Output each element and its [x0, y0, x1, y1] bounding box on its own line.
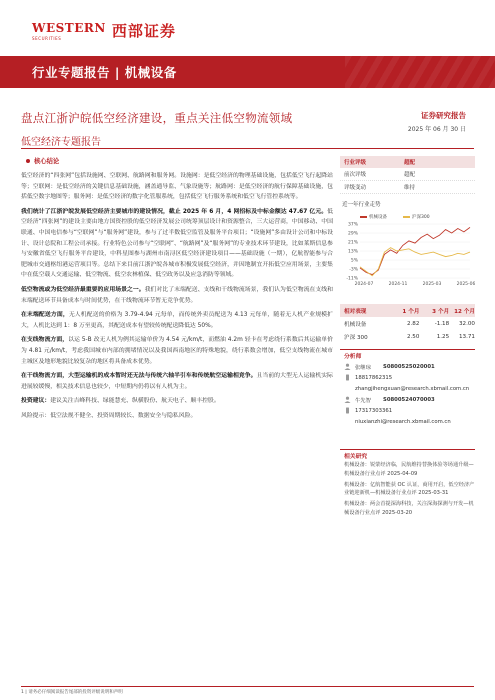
- related-report-link[interactable]: 机械设备：锐蒙经济临，民航维持替换体验等场通升级—机械设备行业点评 2025-04-09: [344, 462, 474, 477]
- paragraph-lead: 在支线物流方面，: [21, 337, 69, 344]
- body-paragraph: [21, 171, 333, 203]
- body-paragraph: [21, 411, 333, 422]
- body-paragraph: [21, 371, 333, 392]
- legend-label: 沪深300: [412, 215, 430, 220]
- paragraph-lead: 投资建议：: [21, 398, 51, 405]
- y-tick-label: 29%: [347, 231, 358, 237]
- legend-item: [403, 214, 430, 220]
- analyst-email-line: [340, 416, 475, 427]
- paragraph-text: 以运 5-B 改无人机为例其运输单价为 4.54 元/km/t，而燃油 4.2m 轻卡在考虑绕行系数后其运输单价为 4.81 元/km/t，考虑我国城市内部的拥堵情况以及我国西南地区的特殊地貌，绕行系数会增加，低空支线物流在城市主城区及地形地貌比较复杂的地区将具备成本优势。: [21, 337, 334, 365]
- perf-1m: 2.50: [406, 333, 420, 340]
- analysts-header: 分析师: [340, 349, 475, 361]
- x-tick-label: 2025-03: [422, 282, 442, 287]
- body-paragraph: [21, 285, 333, 306]
- sidebar: [340, 156, 475, 520]
- rating-value: 超配: [404, 160, 416, 166]
- analyst-name: 张继琼: [355, 364, 371, 371]
- report-subtitle: 低空经济专题报告: [21, 137, 101, 148]
- perf-12m: 32.00: [458, 320, 475, 327]
- rating-header: [340, 156, 475, 168]
- analyst-email-line: [340, 383, 475, 394]
- y-tick-label: 13%: [347, 249, 358, 255]
- y-tick-label: -11%: [346, 276, 358, 282]
- body-column: [21, 171, 333, 425]
- y-tick-label: 37%: [347, 222, 358, 228]
- banner-decoration: [345, 56, 495, 88]
- analyst-cert: S0800524070003: [383, 396, 435, 403]
- related-header: 相关研究: [340, 449, 475, 461]
- analyst-phone-line: [340, 405, 475, 416]
- rating-label: 行业评级: [344, 160, 367, 166]
- body-paragraph: [21, 396, 333, 407]
- legend-swatch: [360, 216, 367, 218]
- perf-col-header: 3 个月: [432, 308, 450, 315]
- rating-row-label: 评级变动: [344, 185, 367, 191]
- analyst-name: 牛先智: [355, 397, 371, 404]
- rating-row-value: 超配: [404, 172, 416, 178]
- y-tick-label: 5%: [350, 258, 358, 264]
- report-title: 盘点江浙沪皖低空经济建设，重点关注低空物流领域: [21, 111, 293, 125]
- logo-en: WESTERN: [32, 20, 106, 35]
- paragraph-text: 建议关注吉峰科技、绿能慧充、纵横股份、航天电子、顺丰控股。: [50, 398, 220, 405]
- body-paragraph: [21, 335, 333, 367]
- related-report-link[interactable]: 机械设备：两会首提深海科技，关注深海探测与开发—机械设备行业点评 2025-03-20: [344, 501, 474, 516]
- paragraph-text: 且当前的大型无人运输机实际进展较缓慢，相关技术信息也较少，中短期内仍将以有人机为主。: [21, 373, 334, 390]
- rating-row: [340, 168, 475, 181]
- person-icon: [344, 363, 351, 370]
- chart-title: 近一年行业走势: [342, 202, 381, 208]
- phone-icon: [344, 407, 351, 414]
- paragraph-text: 无人机配送的价格为 3.79-4.94 元每单，而传统外卖员配送为 4.13 元每单，随着无人机产业规模扩大，人机比达到 1：8 万至更高，其配送成本有望较传统配送降低达 50%。: [21, 312, 333, 329]
- performance-row: [340, 330, 475, 343]
- page-footer: 1 | 请务必仔细阅读报告尾部的投资评级说明和声明: [21, 690, 123, 695]
- rating-row: [340, 181, 475, 194]
- paragraph-text: 低空经济的“四张网”包括设施网、空联网、航路网和服务网。设施网：是低空经济的物理基础设施，包括低空飞行起降站等；空联网：是低空经济的关键信息基础设施，涵盖通导监、气象设施等；航路网：是低空经济的航行保障基础设施，包括低空数字地图等；服务网：是低空经济的数字化管服系统，包括低空飞行服务系统和低空飞行管控系统等。: [21, 173, 333, 201]
- paragraph-lead: 在末端配送方面，: [21, 312, 69, 319]
- analyst-email[interactable]: niuxianzhi@research.xbmail.com.cn: [355, 418, 451, 425]
- perf-3m: 1.25: [436, 333, 450, 340]
- logo-en-sub: SECURITIES: [32, 35, 62, 41]
- y-tick-label: 21%: [347, 240, 358, 246]
- performance-row: [340, 317, 475, 330]
- paragraph-text: 我们对比了末端配送、支线和干线物流场景，我们认为低空物流在支线和末端配送环节具备成本与时间优势，在干线物流环节暂无竞争优势。: [21, 286, 333, 304]
- section-title: 核心结论: [34, 158, 60, 165]
- x-tick-label: 2024-11: [388, 282, 408, 287]
- chart-legend: [360, 214, 430, 220]
- perf-12m: 13.71: [458, 333, 475, 340]
- analyst-phone: 17317303361: [355, 407, 393, 414]
- body-paragraph: [21, 310, 333, 331]
- title-divider: [21, 148, 474, 149]
- rating-row-label: 前次评级: [344, 172, 367, 178]
- legend-swatch: [403, 216, 410, 218]
- perf-name: 机械设备: [344, 321, 367, 328]
- banner-text: 行业专题报告 | 机械设备: [32, 65, 177, 80]
- analyst-phone: 18817862315: [355, 374, 393, 381]
- paragraph-text: 低空经济“四张网”的建设主要由地方国资控股的低空经济发展公司统筹顶层设计和资源整合，三大运营商，中国移动、中国联通、中国电信参与“空联网”与“服务网”建设，参与了过半数低空监管及服务平台项目；“设施网”多由设计公司和中标设计、设计总院和工程公司承接。行业特色公司参与“空联网”、“航路网”及“服务网”的专业技术环节建设，比如莱斯信息参与安徽省低空飞行服务平台建设，中科星图参与湖州市南浔区低空经济建设项目——基础设施（一期），亿航智能参与合肥城市交通枢纽港运营项目等。总结下来目前江浙沪皖各城市积极发展低空经济，并因地制宜开拓低空应用场景，主要集中在低空载人交通运输、低空物流、低空农林植保、低空政务以及应急消防等领域。: [21, 208, 333, 279]
- company-logo: [32, 20, 176, 41]
- rating-row-value: 维持: [404, 185, 416, 191]
- footer-divider: [21, 686, 474, 687]
- section-header: [21, 156, 333, 168]
- legend-label: 机械设备: [369, 215, 387, 220]
- legend-item: [360, 214, 387, 220]
- y-tick-label: -3%: [349, 267, 358, 273]
- perf-1m: 2.82: [406, 320, 420, 327]
- analyst-phone-line: [340, 372, 475, 383]
- paragraph-lead: 在干线物流方面，大型运输机的成本暂时还无法与传统六轴半引车和传统航空运输相竞争。: [21, 373, 257, 380]
- performance-header: [340, 304, 475, 317]
- perf-col-header: 12 个月: [454, 308, 475, 315]
- perf-col-header: 1 个月: [402, 308, 420, 315]
- report-type: 证券研究报告: [421, 111, 466, 120]
- analyst-cert: S0800525020001: [383, 363, 435, 370]
- category-banner: [0, 56, 495, 88]
- bullet-icon: [26, 159, 30, 163]
- logo-mark: [32, 21, 106, 41]
- x-tick-label: 2025-06: [456, 282, 475, 287]
- series-line: [360, 248, 470, 276]
- analyst-email[interactable]: zhangjihengxuan@research.xbmail.com.cn: [355, 385, 470, 392]
- phone-icon: [344, 374, 351, 381]
- analyst-card: [340, 361, 475, 394]
- paragraph-text: 风险提示：低空法规不健全、投资周期较长、数据安全与隐私风险。: [21, 412, 197, 419]
- x-tick-label: 2024-07: [354, 282, 374, 287]
- paragraph-lead: 我们统计了江浙沪皖发展低空经济主要城市的建设情况，截止 2025 年 6 月，4 网招标及中标金额达 47.67 亿元。: [21, 208, 328, 215]
- analyst-card: [340, 394, 475, 427]
- analyst-name-line: [340, 394, 475, 405]
- report-date: 2025 年 06 月 30 日: [407, 126, 466, 133]
- perf-3m: -1.18: [434, 320, 450, 327]
- body-paragraph: [21, 207, 333, 281]
- logo-bar: [0, 0, 495, 56]
- person-icon: [344, 396, 351, 403]
- logo-cn: 西部证券: [111, 22, 176, 40]
- analyst-name-line: [340, 361, 475, 372]
- trend-chart-svg: [340, 210, 475, 292]
- perf-name: 沪深 300: [344, 334, 368, 341]
- perf-col-header: 相对表现: [344, 308, 367, 315]
- trend-chart: [340, 210, 475, 292]
- paragraph-lead: 低空物流或为低空经济最重要的应用场景之一。: [21, 286, 145, 293]
- related-report-link[interactable]: 机械设备：亿航智能获 OC 认证，商用开启，低空经济产业链迎新机—机械设备行业点评 2025-03-31: [344, 481, 475, 497]
